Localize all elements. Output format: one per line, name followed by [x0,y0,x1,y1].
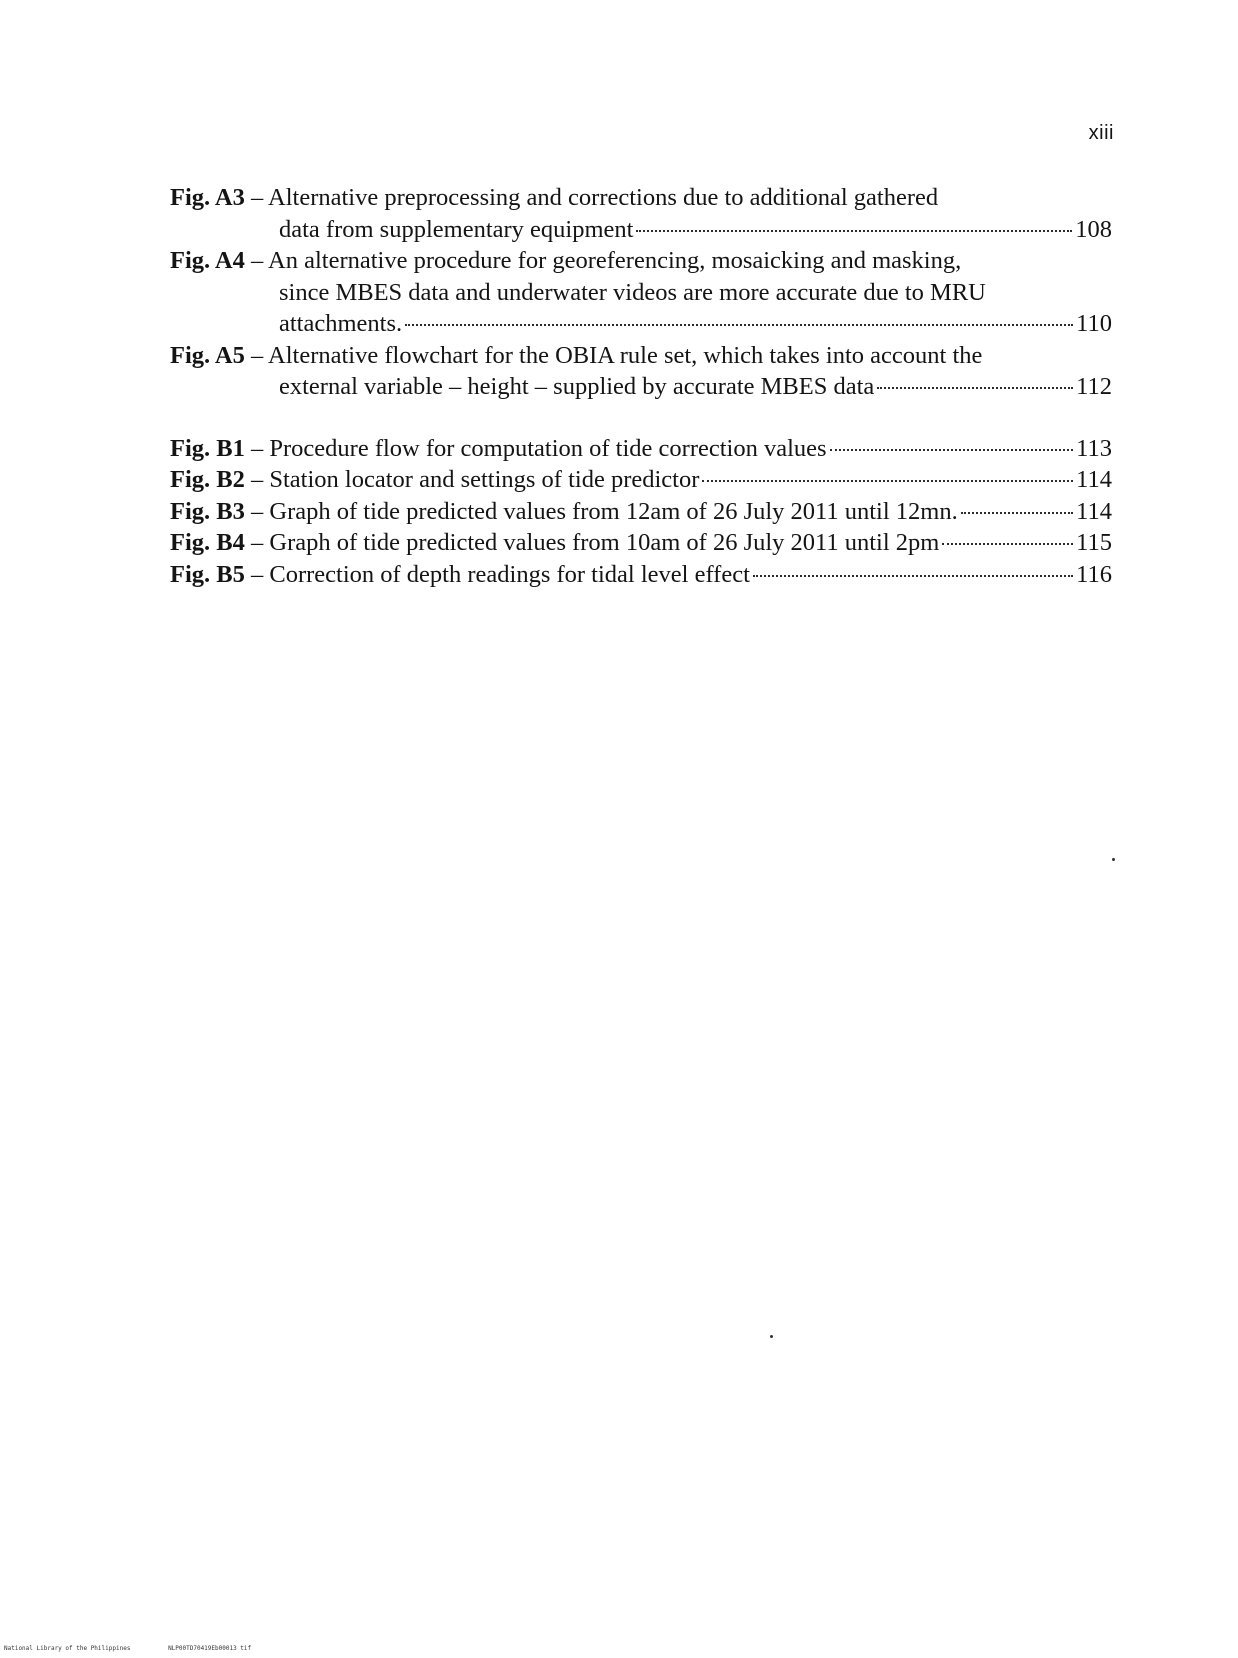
scan-speck [1112,858,1115,861]
figure-caption-text: – Station locator and settings of tide predictor [251,466,700,493]
dot-leader [877,387,1073,389]
figure-caption-text: – Alternative preprocessing and corrections due to additional gathered [251,184,939,211]
toc-entry-line [170,277,1112,309]
toc-entry-line [170,496,1112,528]
figure-label: Fig. B2 [170,466,245,493]
toc-entry-line [170,371,1112,403]
toc-entry[interactable] [170,340,1112,403]
toc-entry-line [170,308,1112,340]
toc-entry-line [170,214,1112,246]
figure-caption-text: – Correction of depth readings for tidal level effect [251,560,750,588]
dot-leader [961,512,1073,514]
figure-label: Fig. B1 [170,434,245,462]
figure-caption-text: – Graph of tide predicted values from 10am of 26 July 2011 until 2pm [251,529,940,556]
page-reference: 115 [1076,529,1112,556]
figure-caption-text: data from supplementary equipment [279,215,634,243]
figure-label: Fig. A3 [170,184,245,211]
group-spacer [170,403,1112,433]
page-reference: 114 [1076,466,1112,493]
page-reference: 108 [1075,215,1112,243]
footer-code: NLP00TD70419Eb00013 tif [168,1645,252,1652]
figure-group [170,433,1112,591]
figure-label: Fig. A5 [170,341,245,369]
figure-label: Fig. B3 [170,497,245,525]
scan-speck [770,1335,773,1338]
toc-entry[interactable] [170,245,1112,340]
figure-caption-text: since MBES data and underwater videos are more accurate due to MRU [279,278,986,306]
dot-leader [702,480,1073,482]
figure-caption-text: attachments. [279,310,403,337]
dot-leader [830,449,1074,451]
toc-entry[interactable] [170,182,1112,245]
toc-entry-line [170,559,1112,591]
page-reference: 113 [1076,434,1112,462]
figure-caption-text: – Graph of tide predicted values from 12am of 26 July 2011 until 12mn. [251,497,958,525]
toc-entry-line [170,182,1112,214]
footer-library: National Library of the Philippines [4,1645,131,1652]
toc-entry[interactable] [170,496,1112,528]
scan-footer [4,1645,285,1652]
dot-leader [636,230,1072,232]
page-reference: 110 [1076,310,1112,337]
figure-label: Fig. B5 [170,560,245,588]
toc-entry[interactable] [170,559,1112,591]
toc-entry[interactable] [170,527,1112,559]
dot-leader [753,575,1073,577]
page-reference: 112 [1076,373,1112,400]
figure-caption-text: – Alternative flowchart for the OBIA rule set, which takes into account the [251,341,983,369]
page-reference: 116 [1076,560,1112,588]
dot-leader [942,543,1073,545]
figure-caption-text: – An alternative procedure for georeferencing, mosaicking and masking, [251,247,962,274]
toc-entry[interactable] [170,433,1112,465]
toc-entry-line [170,527,1112,559]
toc-entry-line [170,464,1112,496]
figure-caption-text: – Procedure flow for computation of tide correction values [251,434,827,462]
toc-entry-line [170,433,1112,465]
list-of-figures [170,182,1112,590]
figure-group [170,182,1112,403]
figure-label: Fig. A4 [170,247,245,274]
figure-caption-text: external variable – height – supplied by accurate MBES data [279,373,875,400]
page-reference: 114 [1076,497,1112,525]
toc-entry-line [170,245,1112,277]
toc-entry-line [170,340,1112,372]
toc-entry[interactable] [170,464,1112,496]
dot-leader [405,324,1073,326]
page-number: xiii [1088,122,1114,144]
figure-label: Fig. B4 [170,529,245,556]
